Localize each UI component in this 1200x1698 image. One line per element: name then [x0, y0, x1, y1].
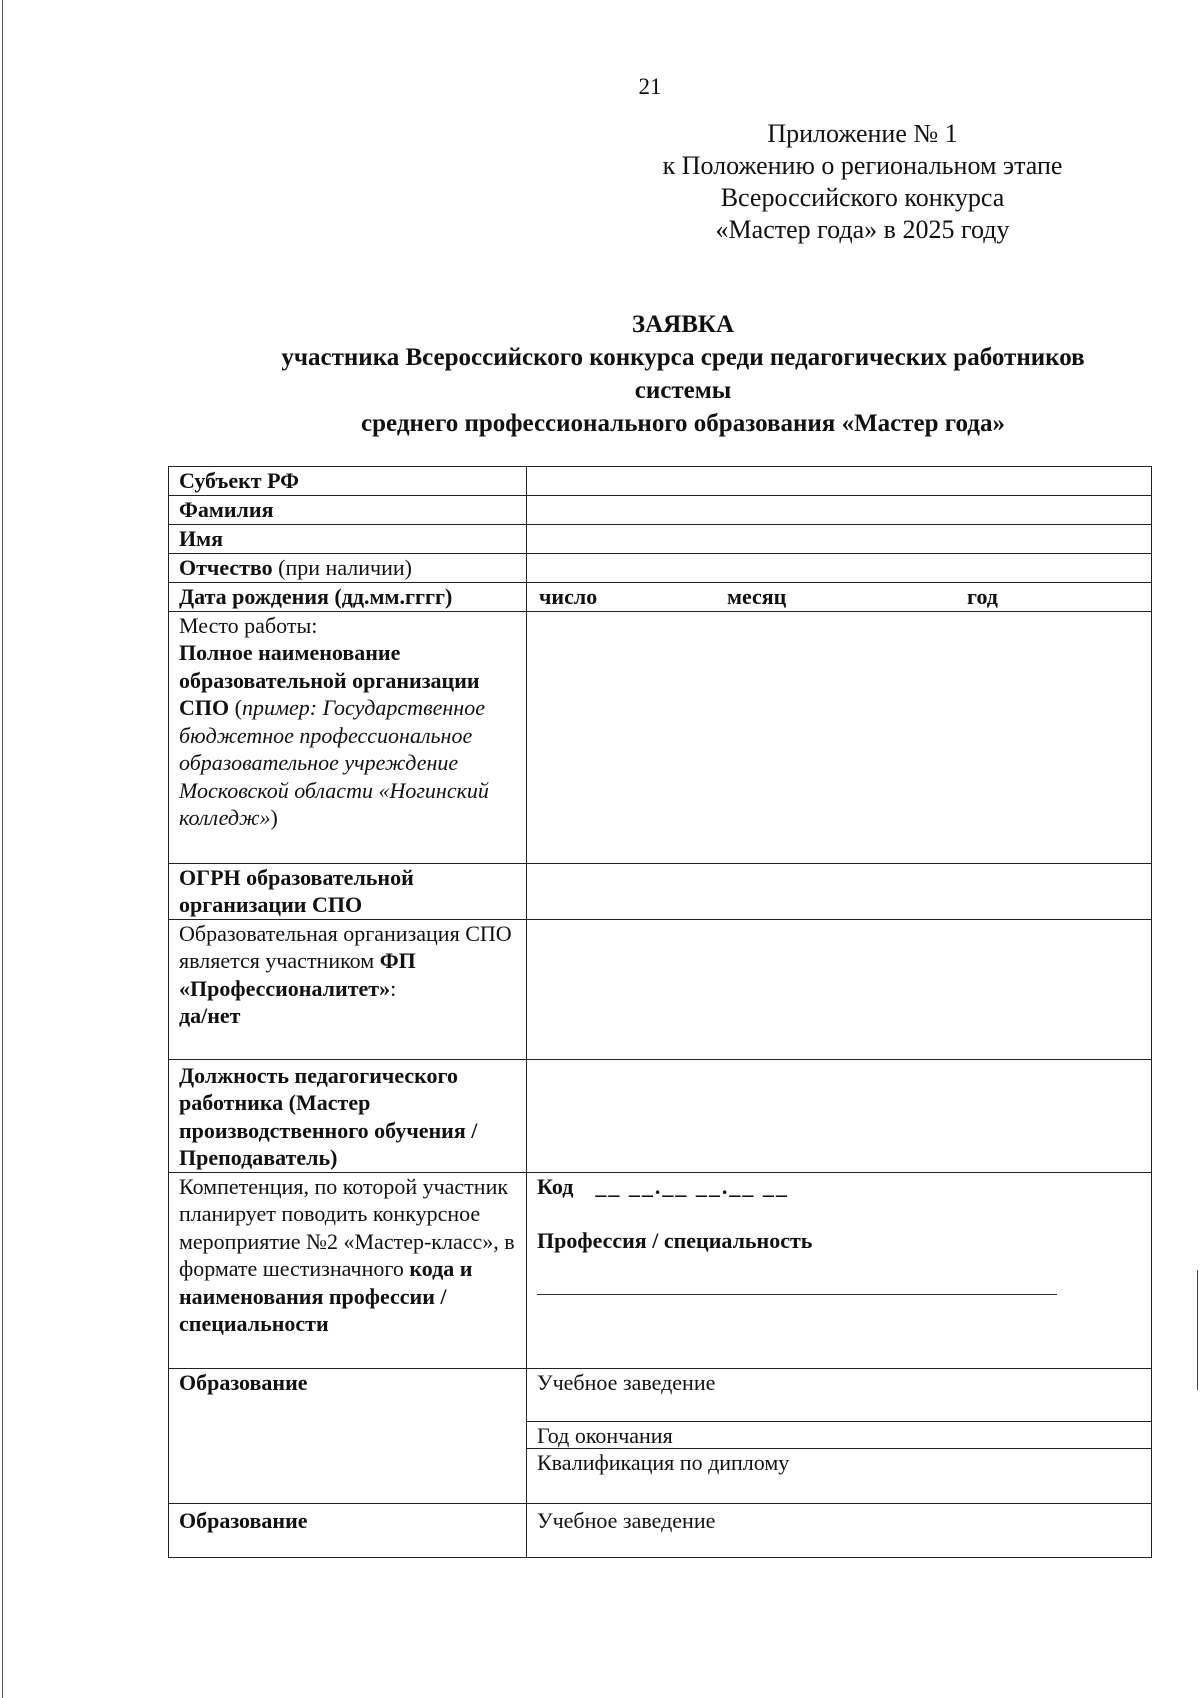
patronymic-label-bold: Отчество	[179, 554, 273, 580]
competence-field[interactable]	[527, 1172, 1152, 1368]
table-row	[169, 553, 1152, 582]
surname-label: Фамилия	[169, 496, 527, 525]
profi-field[interactable]	[527, 919, 1152, 1059]
patronymic-label	[169, 553, 527, 582]
appendix-line: «Мастер года» в 2025 году	[715, 215, 1010, 244]
page-number: 21	[638, 74, 662, 99]
workplace-label-bold: Полное наименование образовательной организации СПО	[179, 640, 480, 720]
workplace-paren: )	[270, 805, 278, 830]
table-row	[169, 1368, 1152, 1503]
appendix-line: Всероссийского конкурса	[720, 183, 1005, 212]
table-row	[169, 1503, 1152, 1557]
subject-label: Субъект РФ	[169, 467, 527, 496]
position-field[interactable]	[527, 1059, 1152, 1172]
profi-colon: :	[390, 975, 397, 1001]
table-row	[169, 525, 1152, 554]
scan-edge	[2, 0, 3, 1698]
title-line: ЗАЯВКА	[631, 311, 735, 338]
table-row	[169, 863, 1152, 919]
title-line: участника Всероссийского конкурса среди педагогических работников	[281, 344, 1085, 371]
education-field	[527, 1368, 1152, 1503]
position-label	[169, 1059, 527, 1172]
workplace-label	[169, 611, 527, 863]
table-row	[169, 582, 1152, 611]
document-title	[150, 308, 1200, 440]
table-row	[169, 467, 1152, 496]
workplace-paren: (	[229, 695, 242, 720]
ogrn-field[interactable]	[527, 863, 1152, 919]
subject-field[interactable]	[527, 467, 1152, 496]
code-row	[537, 1173, 1141, 1201]
workplace-label-text: Место работы:	[179, 612, 318, 638]
application-form-table	[168, 466, 1152, 1558]
edu-year[interactable]: Год окончания	[527, 1422, 1151, 1449]
scan-edge	[1197, 1270, 1198, 1390]
dob-field[interactable]	[527, 582, 1152, 611]
profi-text: Образовательная организация СПО является участником	[179, 920, 512, 973]
competence-bold: кода и наименования профессии /специальности	[179, 1256, 473, 1336]
edu-qualification[interactable]: Квалификация по диплому	[537, 1449, 790, 1475]
edu-institution[interactable]: Учебное заведение	[527, 1369, 1151, 1422]
profession-blank-line[interactable]	[537, 1293, 1057, 1295]
education-subfields	[527, 1369, 1151, 1503]
patronymic-field[interactable]	[527, 553, 1152, 582]
table-row	[169, 1059, 1152, 1172]
code-mask: __ __.__ __.__ __	[595, 1173, 789, 1199]
patronymic-note: (при наличии)	[272, 554, 412, 580]
education-label: Образование	[169, 1368, 527, 1503]
appendix-header	[620, 118, 1105, 246]
position-label-bold: Должность педагогического работника (Мастер производственного обучения /	[179, 1062, 478, 1143]
appendix-line: Приложение № 1	[767, 119, 958, 148]
dob-label: Дата рождения (дд.мм.гггг)	[169, 582, 527, 611]
name-label: Имя	[169, 525, 527, 554]
appendix-line: к Положению о региональном этапе	[662, 151, 1063, 180]
workplace-example: Государственное бюджетное профессиональное образовательное учреждение Московской области «Ногинский колледж»	[179, 695, 489, 830]
competence-text: Компетенция, по которой участник планирует поводить конкурсное мероприятие №2 «Мастер-класс», в формате шестизначного	[179, 1173, 515, 1281]
table-row	[169, 919, 1152, 1059]
edu-institution[interactable]: Учебное заведение	[527, 1503, 1152, 1557]
dob-month-label: месяц	[727, 583, 787, 609]
title-line: среднего профессионального образования «Мастер года»	[361, 410, 1005, 437]
workplace-field[interactable]	[527, 611, 1152, 863]
surname-field[interactable]	[527, 496, 1152, 525]
code-label: Код	[537, 1173, 574, 1199]
table-row	[169, 496, 1152, 525]
ogrn-label: ОГРН образовательной организации СПО	[169, 863, 527, 919]
name-field[interactable]	[527, 525, 1152, 554]
title-line: системы	[634, 377, 732, 404]
competence-label	[169, 1172, 527, 1368]
position-label-tail: Преподаватель)	[179, 1145, 338, 1170]
profession-label: Профессия / специальность	[537, 1228, 813, 1253]
profi-label	[169, 919, 527, 1059]
table-row	[169, 611, 1152, 863]
table-row	[169, 1172, 1152, 1368]
workplace-example-word: пример:	[241, 695, 318, 720]
profi-fp: ФП «Профессионалитет»	[179, 948, 416, 1001]
profi-yesno: да/нет	[179, 1003, 241, 1028]
education-label: Образование	[169, 1503, 527, 1557]
dob-day-label: число	[539, 583, 598, 609]
dob-year-label: год	[967, 583, 998, 609]
